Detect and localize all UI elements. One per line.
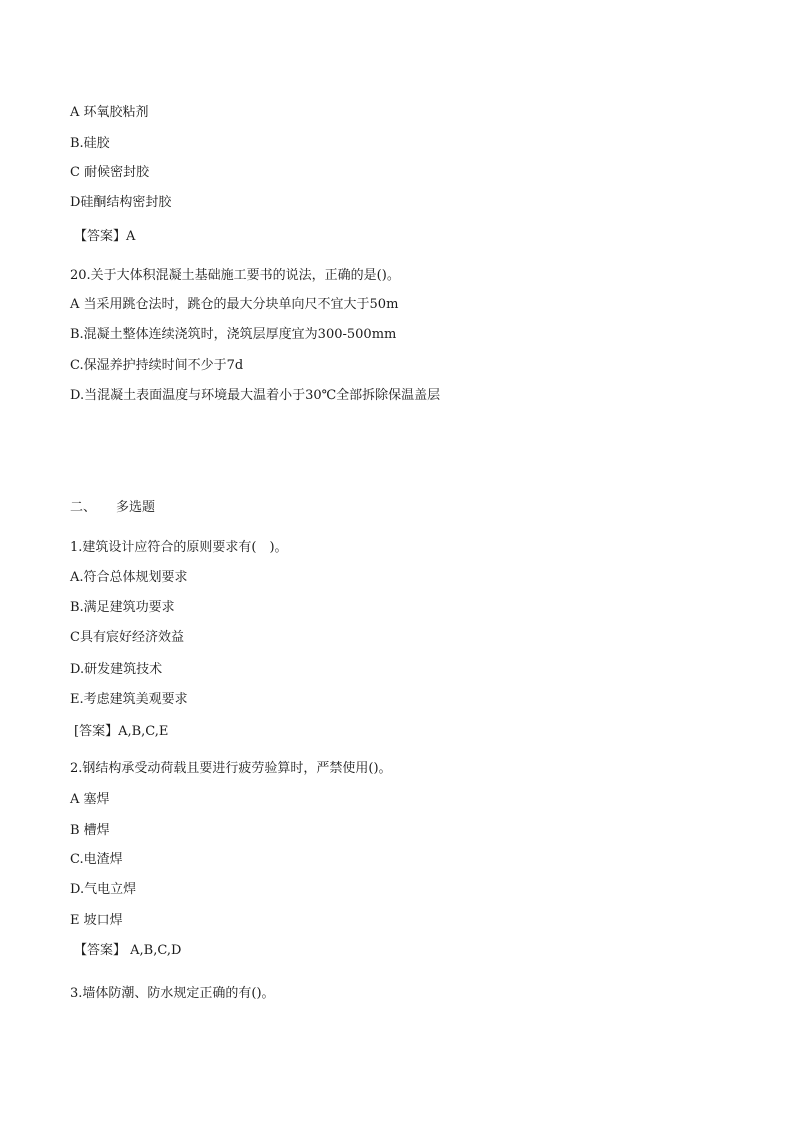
mq2-option-b: B 槽焊: [70, 823, 110, 838]
mq1-option-c: C具有宸好经济效益: [70, 630, 184, 645]
q20-option-b: B.混凝土整体连续浇筑时，浇筑层厚度宜为300-500mm: [70, 327, 397, 342]
mq2-stem: 2.钢结构承受动荷载且要进行疲劳验算时，严禁使用()。: [70, 761, 392, 776]
q19-option-c: C 耐候密封胶: [70, 165, 150, 180]
q20-option-c: C.保湿养护持续时间不少于7d: [70, 358, 244, 373]
q19-option-d: D硅酮结构密封胶: [70, 195, 172, 210]
section-number: 二、: [70, 500, 97, 515]
q19-option-b: B.硅胶: [70, 136, 110, 151]
mq2-answer: 【答案】 A,B,C,D: [74, 943, 182, 958]
mq1-option-e: E.考虑建筑美观要求: [70, 692, 188, 707]
q19-answer: 【答案】A: [74, 229, 136, 244]
mq1-option-d: D.研发建筑技术: [70, 662, 163, 677]
mq3-stem: 3.墙体防潮、防水规定正确的有()。: [70, 986, 275, 1001]
mq2-option-d: D.气电立焊: [70, 882, 137, 897]
q20-option-d: D.当混凝土表面温度与环境最大温着小于30℃全部拆除保温盖层: [70, 388, 441, 403]
q20-option-a: A 当采用跳仓法时，跳仓的最大分块单向尺不宜大于50m: [70, 297, 399, 312]
mq1-option-a: A.符合总体规划要求: [70, 570, 188, 585]
section-title: 多选题: [116, 500, 156, 515]
mq2-option-e: E 坡口焊: [70, 913, 123, 928]
mq2-option-a: A 塞焊: [70, 792, 110, 807]
q20-stem: 20.关于大体积混凝土基础施工要书的说法，正确的是()。: [70, 268, 400, 283]
mq1-stem: 1.建筑设计应符合的原则要求有( )。: [70, 540, 288, 555]
mq1-option-b: B.满足建筑功要求: [70, 600, 175, 615]
q19-option-a: A 环氧胶粘剂: [70, 105, 149, 120]
mq1-answer: [答案】A,B,C,E: [74, 724, 169, 739]
mq2-option-c: C.电渣焊: [70, 852, 123, 867]
